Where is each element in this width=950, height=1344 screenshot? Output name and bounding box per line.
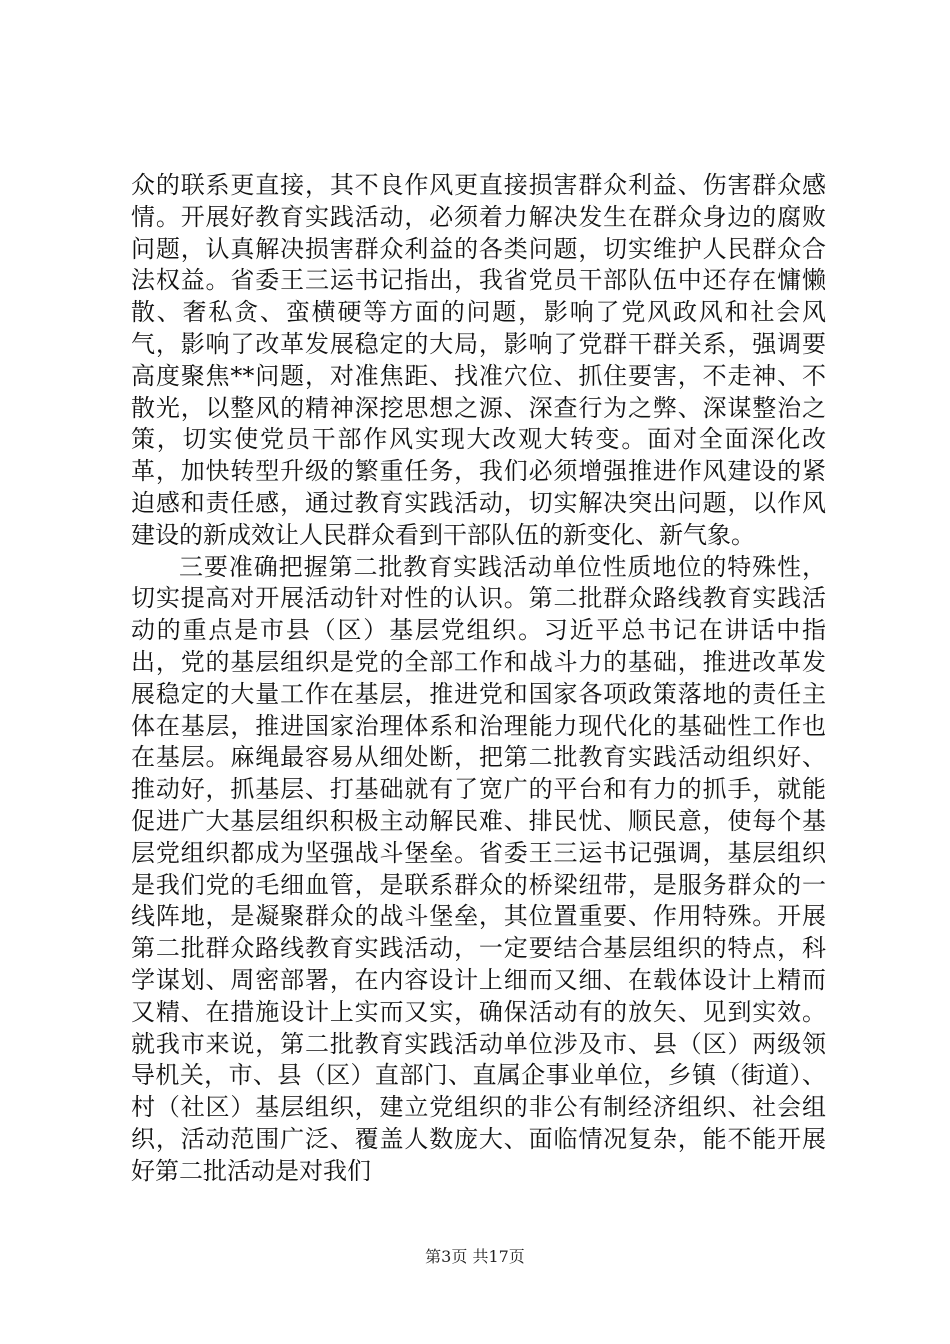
document-body: [131, 170, 826, 1188]
paragraph-continuation: 众的联系更直接，其不良作风更直接损害群众利益、伤害群众感情。开展好教育实践活动，必须着力解决发生在群众身边的腐败问题，认真解决损害群众利益的各类问题，切实维护人民群众合法权益。省委王三运书记指出，我省党员干部队伍中还存在慵懒散、奢私贪、蛮横硬等方面的问题，影响了党风政风和社会风气，影响了改革发展稳定的大局，影响了党群干群关系，强调要高度聚焦**问题，对准焦距、找准穴位、抓住要害，不走神、不散光，以整风的精神深挖思想之源、深查行为之弊、深谋整治之策，切实使党员干部作风实现大改观大转变。面对全面深化改革，加快转型升级的繁重任务，我们必须增强推进作风建设的紧迫感和责任感，通过教育实践活动，切实解决突出问题，以作风建设的新成效让人民群众看到干部队伍的新变化、新气象。: [131, 171, 826, 549]
page-number-footer: 第3页 共17页: [425, 1247, 525, 1266]
paragraph-point-three: 三要准确把握第二批教育实践活动单位性质地位的特殊性，切实提高对开展活动针对性的认识。第二批群众路线教育实践活动的重点是市县（区）基层党组织。习近平总书记在讲话中指出，党的基层组织是党的全部工作和战斗力的基础，推进改革发展稳定的大量工作在基层，推进党和国家各项政策落地的责任主体在基层，推进国家治理体系和治理能力现代化的基础性工作也在基层。麻绳最容易从细处断，把第二批教育实践活动组织好、推动好，抓基层、打基础就有了宽广的平台和有力的抓手，就能促进广大基层组织积极主动解民难、排民忧、顺民意，使每个基层党组织都成为坚强战斗堡垒。省委王三运书记强调，基层组织是我们党的毛细血管，是联系群众的桥梁纽带，是服务群众的一线阵地，是凝聚群众的战斗堡垒，其位置重要、作用特殊。开展第二批群众路线教育实践活动，一定要结合基层组织的特点，科学谋划、周密部署，在内容设计上细而又细、在载体设计上精而又精、在措施设计上实而又实，确保活动有的放矢、见到实效。就我市来说，第二批教育实践活动单位涉及市、县（区）两级领导机关，市、县（区）直部门、直属企事业单位，乡镇（街道）、村（社区）基层组织，建立党组织的非公有制经济组织、社会组织，活动范围广泛、覆盖人数庞大、面临情况复杂，能不能开展好第二批活动是对我们: [131, 552, 826, 1185]
